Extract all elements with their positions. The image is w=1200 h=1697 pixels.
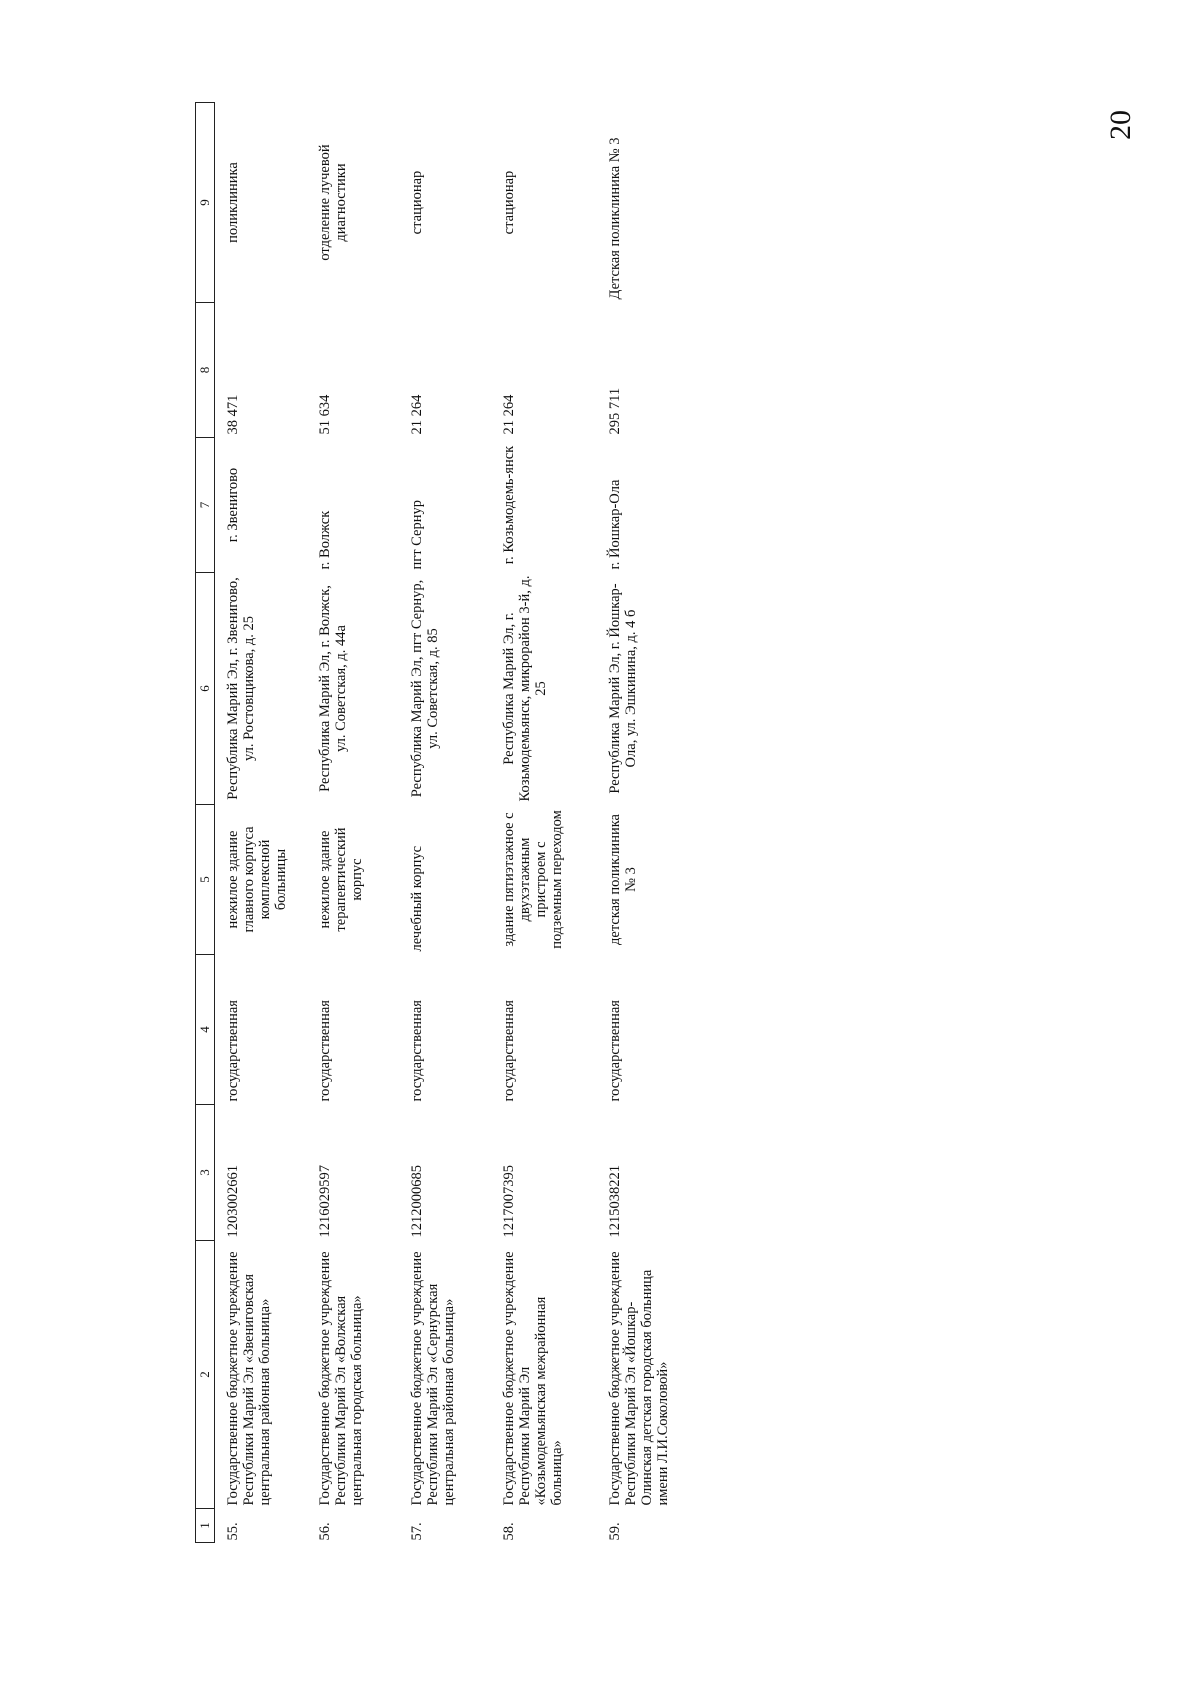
ownership-type: государственная (225, 1000, 241, 1102)
locality: пгт Сернур (409, 500, 425, 570)
header-col-9: 9 (196, 103, 215, 303)
table-row (307, 103, 399, 1543)
organization-name: Государственное бюджетное учреждение Республики Марий Эл «Козьмодемьянская межрайонная больница» (501, 1251, 565, 1506)
inn-code: 1212000685 (409, 1165, 425, 1238)
address: Республика Марий Эл, г. Козьмодемьянск, микрорайон 3-й, д. 25 (501, 575, 549, 802)
building-name: лечебный корпус (409, 845, 425, 952)
table-header (196, 103, 215, 1543)
building-name: детская поликлиника № 3 (607, 814, 639, 945)
population: 295 711 (607, 387, 623, 435)
header-col-8: 8 (196, 303, 215, 438)
locality: г. Йошкар-Ола (607, 479, 623, 570)
ownership-type: государственная (607, 1000, 623, 1102)
address: Республика Марий Эл, г. Йошкар-Ола, ул. Эшкинина, д. 4 б (607, 583, 639, 794)
row-number: 59. (607, 1522, 623, 1541)
locality: г. Козьмодемь-янск (501, 445, 517, 565)
header-col-2: 2 (196, 1241, 215, 1509)
locality: г. Волжск (317, 510, 333, 570)
building-name: здание пятиэтажное с двухэтажным пристроем с подземным переходом (501, 810, 565, 949)
row-number: 57. (409, 1522, 425, 1541)
table-row (491, 103, 597, 1543)
header-col-4: 4 (196, 955, 215, 1105)
inn-code: 1215038221 (607, 1165, 623, 1238)
facilities-table (195, 102, 703, 1543)
organization-name: Государственное бюджетное учреждение Республики Марий Эл «Волжская центральная городская больница» (317, 1251, 365, 1506)
table-body (215, 103, 704, 1543)
header-col-6: 6 (196, 573, 215, 805)
row-number: 58. (501, 1522, 517, 1541)
population: 51 634 (317, 394, 333, 435)
header-col-7: 7 (196, 438, 215, 573)
address: Республика Марий Эл, г. Звенигово, ул. Ростовщикова, д. 25 (225, 577, 257, 800)
address: Республика Марий Эл, г. Волжск, ул. Советская, д. 44а (317, 585, 349, 792)
unit-name: Детская поликлиника № 3 (607, 137, 623, 300)
building-name: нежилое здание терапевтический корпус (317, 827, 365, 932)
header-col-3: 3 (196, 1105, 215, 1241)
row-number: 56. (317, 1522, 333, 1541)
inn-code: 1217007395 (501, 1165, 517, 1238)
organization-name: Государственное бюджетное учреждение Республики Марий Эл «Звениговская центральная районная больница» (225, 1251, 273, 1506)
page-number: 20 (1104, 110, 1137, 140)
header-row (196, 103, 215, 1543)
header-col-5: 5 (196, 805, 215, 955)
rotated-table-container (195, 103, 703, 1543)
ownership-type: государственная (317, 1000, 333, 1102)
inn-code: 1203002661 (225, 1165, 241, 1238)
unit-name: стационар (409, 170, 425, 235)
table-row (399, 103, 491, 1543)
ownership-type: государственная (501, 1000, 517, 1102)
unit-name: отделение лучевой диагностики (317, 144, 349, 261)
unit-name: поликлиника (225, 162, 241, 243)
population: 38 471 (225, 394, 241, 435)
population: 21 264 (501, 394, 517, 435)
organization-name: Государственное бюджетное учреждение Республики Марий Эл «Сернурская центральная районная больница» (409, 1251, 457, 1506)
inn-code: 1216029597 (317, 1165, 333, 1238)
address: Республика Марий Эл, пгт Сернур, ул. Советская, д. 85 (409, 579, 441, 798)
locality: г. Звенигово (225, 467, 241, 543)
ownership-type: государственная (409, 1000, 425, 1102)
unit-name: стационар (501, 170, 517, 235)
building-name: нежилое здание главного корпуса комплексной больницы (225, 826, 289, 933)
header-col-1: 1 (196, 1509, 215, 1543)
organization-name: Государственное бюджетное учреждение Республики Марий Эл «Йошкар-Олинская детская городская больница имени Л.И.Соколовой» (607, 1251, 671, 1506)
table-row (215, 103, 308, 1543)
row-number: 55. (225, 1522, 241, 1541)
population: 21 264 (409, 394, 425, 435)
table-row (597, 103, 703, 1543)
